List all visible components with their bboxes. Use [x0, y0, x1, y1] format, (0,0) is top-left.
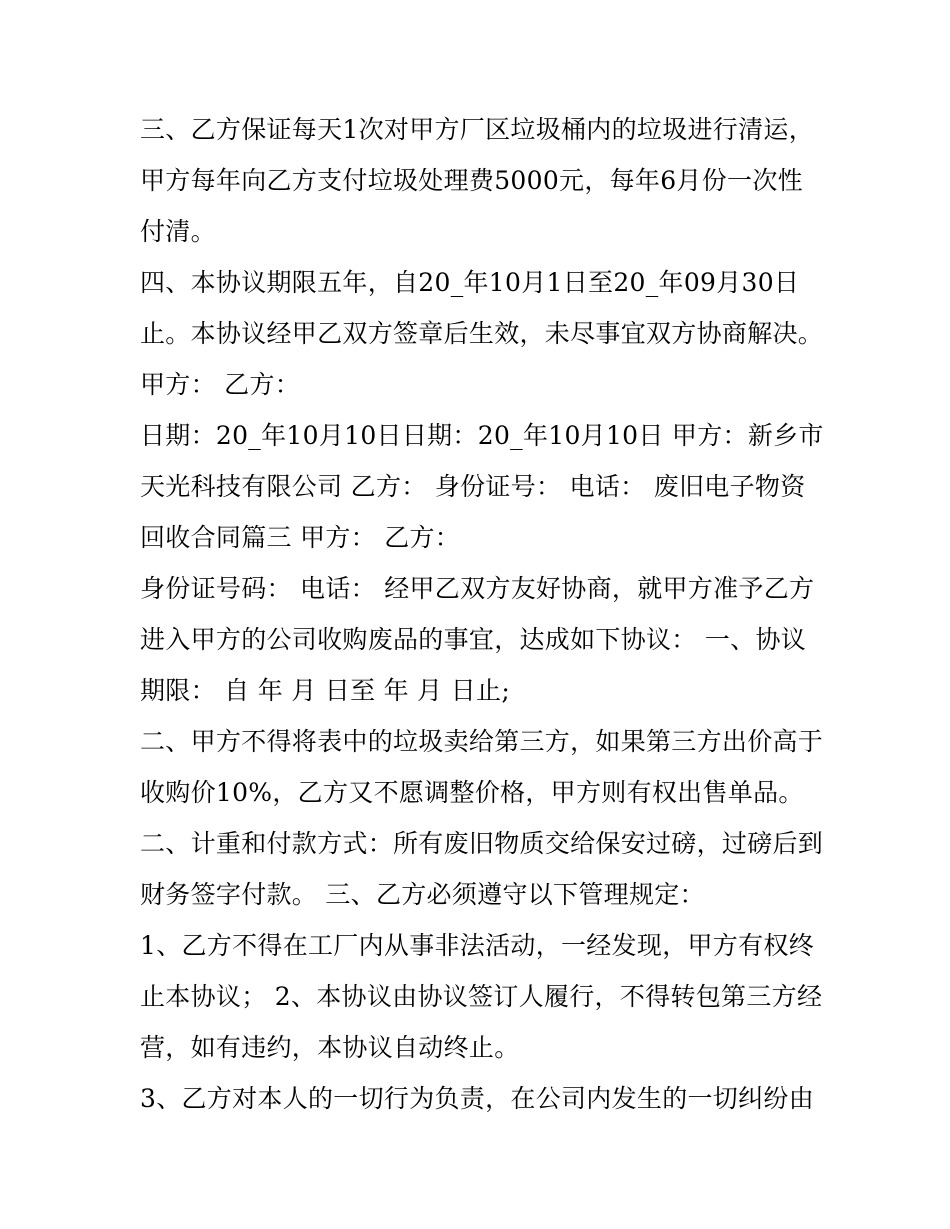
- text-line: 二、甲方不得将表中的垃圾卖给第三方，如果第三方出价高于: [140, 727, 824, 756]
- text-line: 身份证号码： 电话： 经甲乙双方友好协商，就甲方准予乙方: [140, 574, 815, 603]
- text-line: 进入甲方的公司收购废品的事宜，达成如下协议： 一、协议: [140, 625, 807, 654]
- text-line: 四、本协议期限五年，自20_年10月1日至20_年09月30日: [140, 268, 800, 297]
- text-line: 日期：20_年10月10日日期：20_年10月10日 甲方：新乡市: [140, 421, 824, 450]
- text-line: 甲方每年向乙方支付垃圾处理费5000元，每年6月份一次性: [140, 166, 803, 195]
- text-line: 二、计重和付款方式：所有废旧物质交给保安过磅，过磅后到: [140, 829, 824, 858]
- text-line: 财务签字付款。 三、乙方必须遵守以下管理规定：: [140, 880, 705, 909]
- text-line: 1、乙方不得在工厂内从事非法活动，一经发现，甲方有权终: [140, 931, 815, 960]
- text-line: 3、乙方对本人的一切行为负责，在公司内发生的一切纠纷由: [140, 1084, 815, 1113]
- text-line: 回收合同篇三 甲方： 乙方：: [140, 523, 461, 552]
- text-line: 期限： 自 年 月 日至 年 月 日止;: [140, 676, 511, 705]
- text-line: 收购价10%，乙方又不愿调整价格，甲方则有权出售单品。: [140, 778, 804, 807]
- text-line: 甲方： 乙方：: [140, 370, 301, 399]
- text-line: 止。本协议经甲乙双方签章后生效，未尽事宜双方协商解决。: [140, 319, 824, 348]
- text-line: 三、乙方保证每天1次对甲方厂区垃圾桶内的垃圾进行清运，: [140, 115, 815, 144]
- text-line: 付清。: [140, 217, 216, 246]
- text-line: 营，如有违约，本协议自动终止。: [140, 1033, 520, 1062]
- text-line: 天光科技有限公司 乙方： 身份证号： 电话： 废旧电子物资: [140, 472, 806, 501]
- document-body: [140, 104, 824, 1124]
- text-line: 止本协议； 2、本协议由协议签订人履行，不得转包第三方经: [140, 982, 823, 1011]
